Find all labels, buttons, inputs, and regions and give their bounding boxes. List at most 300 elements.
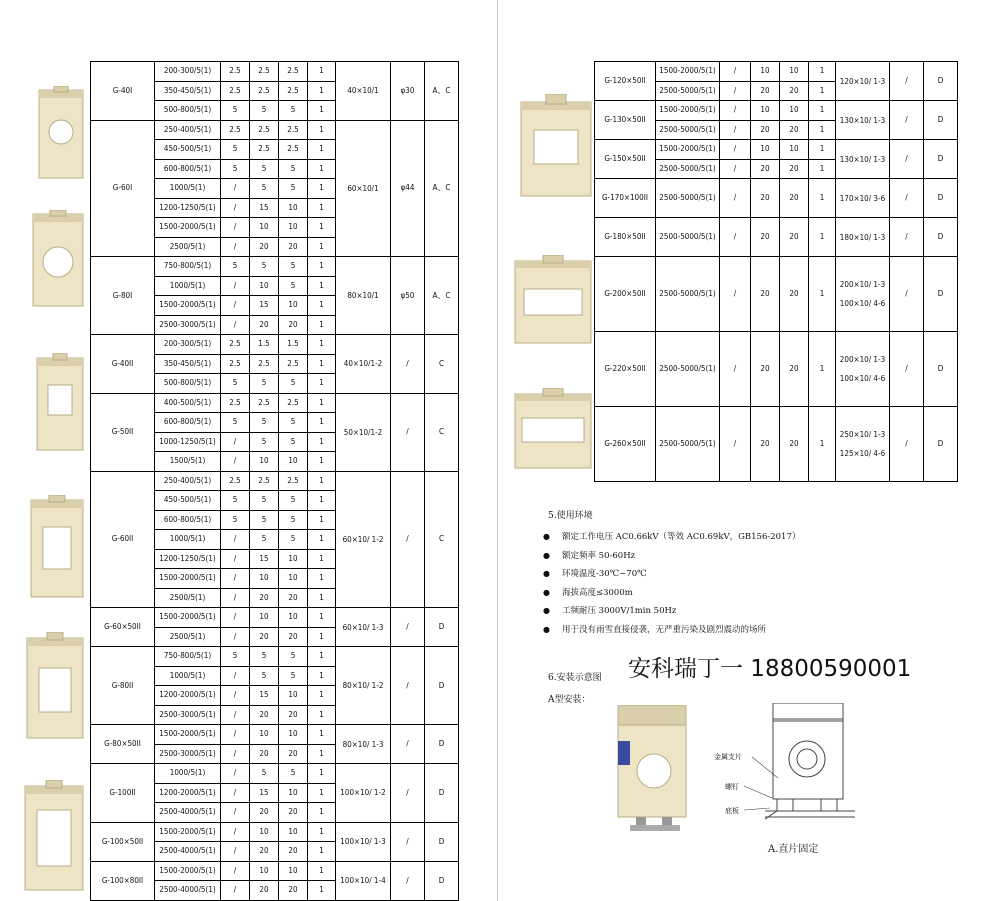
value-cell: 2.5 [250,140,279,160]
value-cell: / [221,764,250,784]
table-row [595,140,958,160]
value-cell: / [221,237,250,257]
model-cell: G-180×50II [595,218,656,257]
value-cell: / [221,822,250,842]
value-cell: 1 [308,335,336,355]
value-cell: 1 [308,81,336,101]
label-base-plate: 底板 [725,807,739,815]
value-cell: 20 [279,744,308,764]
value-cell: 5 [221,647,250,667]
value-cell: 1 [308,783,336,803]
value-cell: 1 [308,549,336,569]
hole-cell: / [890,179,924,218]
value-cell: 2.5 [221,471,250,491]
table-row [91,647,459,667]
value-cell: / [720,120,751,140]
value-cell: 20 [780,257,809,332]
value-cell: 5 [250,179,279,199]
model-cell: G-60×50II [91,608,155,647]
ratio-cell: 450-500/5(1) [155,140,221,160]
value-cell: 1 [308,296,336,316]
ct-photo-g260x50ii [512,388,594,470]
value-cell: 20 [751,332,780,407]
ratio-cell: 400-500/5(1) [155,393,221,413]
value-cell: 20 [279,237,308,257]
value-cell: 1 [308,842,336,862]
value-cell: / [221,276,250,296]
value-cell: 15 [250,549,279,569]
model-cell: G-50II [91,393,155,471]
value-cell: 20 [250,705,279,725]
model-cell: G-130×50II [595,101,656,140]
value-cell: 10 [250,452,279,472]
install-cell: D [924,218,958,257]
value-cell: 5 [279,179,308,199]
value-cell: 1 [308,432,336,452]
installation-photo-ct [612,705,692,833]
value-cell: 2.5 [279,393,308,413]
value-cell: 20 [279,803,308,823]
value-cell: 1 [308,569,336,589]
env-item: ● 用于没有雨雪直接侵袭，无严重污染及剧烈震动的场所 [543,621,800,640]
value-cell: / [221,842,250,862]
value-cell: 5 [279,432,308,452]
installation-caption: A.直片固定 [768,844,819,855]
table-row [91,822,459,842]
install-cell: A、C [425,62,459,121]
label-leader-lines [740,750,780,814]
value-cell: / [221,296,250,316]
ratio-cell: 2500-3000/5(1) [155,705,221,725]
busbar-size-cell: 200×10/ 1-3 100×10/ 4-6 [836,257,890,332]
hole-cell: / [890,101,924,140]
value-cell: 2.5 [250,354,279,374]
ratio-cell: 200-300/5(1) [155,335,221,355]
value-cell: 1 [809,218,836,257]
value-cell: 1 [308,744,336,764]
install-cell: D [924,179,958,218]
value-cell: 2.5 [279,354,308,374]
value-cell: 5 [221,413,250,433]
value-cell: / [720,179,751,218]
value-cell: / [221,608,250,628]
value-cell: 5 [221,159,250,179]
ratio-cell: 1500-2000/5(1) [155,725,221,745]
ct-photo-g200x50ii [512,255,594,345]
value-cell: 1 [308,62,336,82]
busbar-size-cell: 180×10/ 1-3 [836,218,890,257]
value-cell: 1 [809,140,836,160]
value-cell: 1 [809,332,836,407]
install-cell: D [924,101,958,140]
ratio-cell: 1500-2000/5(1) [656,62,720,82]
hole-cell: / [391,822,425,861]
value-cell: 10 [279,686,308,706]
table-row [595,407,958,482]
label-metal-bracket: 金属支片 [714,753,742,761]
table-row [595,332,958,407]
contact-line: 安科瑞丁一 18800590001 [628,656,912,682]
value-cell: 1 [308,179,336,199]
table-row [595,62,958,82]
ratio-cell: 2500/5(1) [155,627,221,647]
value-cell: 5 [279,413,308,433]
ratio-cell: 2500-5000/5(1) [656,257,720,332]
ct-photo-g60i [30,210,86,308]
env-item: ● 海拔高度≤3000m [543,584,800,603]
value-cell: 20 [279,842,308,862]
value-cell: 1 [308,491,336,511]
value-cell: 2.5 [250,393,279,413]
busbar-size-cell: 60×10/ 1-2 [336,471,391,608]
value-cell: 1 [809,120,836,140]
ratio-cell: 1000/5(1) [155,530,221,550]
install-cell: D [425,647,459,725]
value-cell: 1 [308,315,336,335]
ct-photo-g40ii [34,353,86,451]
value-cell: 5 [250,510,279,530]
ratio-cell: 1500-2000/5(1) [155,608,221,628]
table-row [595,218,958,257]
value-cell: 1 [809,159,836,179]
value-cell: / [221,861,250,881]
value-cell: 2.5 [279,120,308,140]
value-cell: 2.5 [279,140,308,160]
value-cell: / [221,803,250,823]
value-cell: / [221,198,250,218]
busbar-size-cell: 130×10/ 1-3 [836,101,890,140]
ratio-cell: 1500-2000/5(1) [656,140,720,160]
value-cell: 5 [250,666,279,686]
value-cell: 2.5 [250,471,279,491]
value-cell: 5 [250,432,279,452]
ratio-cell: 600-800/5(1) [155,413,221,433]
install-cell: C [425,471,459,608]
value-cell: 5 [279,276,308,296]
value-cell: 1.5 [279,335,308,355]
busbar-size-cell: 80×10/ 1-2 [336,647,391,725]
value-cell: / [720,101,751,121]
value-cell: / [221,530,250,550]
hole-cell: / [391,608,425,647]
value-cell: 20 [279,881,308,901]
hole-cell: φ50 [391,257,425,335]
ratio-cell: 1500-2000/5(1) [155,296,221,316]
model-cell: G-80×50II [91,725,155,764]
value-cell: / [720,62,751,82]
value-cell: / [221,569,250,589]
table-row [91,608,459,628]
value-cell: 5 [250,374,279,394]
value-cell: 5 [279,764,308,784]
hole-cell: / [890,62,924,101]
busbar-size-cell: 250×10/ 1-3 125×10/ 4-6 [836,407,890,482]
value-cell: 5 [279,510,308,530]
table-row [91,393,459,413]
value-cell: 1 [308,471,336,491]
busbar-size-cell: 170×10/ 3-6 [836,179,890,218]
install-cell: C [425,393,459,471]
value-cell: 5 [279,647,308,667]
value-cell: / [221,666,250,686]
value-cell: 1 [308,822,336,842]
hole-cell: / [890,140,924,179]
value-cell: 20 [250,627,279,647]
env-item: ● 工频耐压 3000V/1min 50Hz [543,602,800,621]
table-row [91,62,459,82]
value-cell: 5 [250,530,279,550]
value-cell: / [720,81,751,101]
value-cell: 1 [308,861,336,881]
value-cell: 5 [250,647,279,667]
value-cell: 20 [279,315,308,335]
model-cell: G-120×50II [595,62,656,101]
ratio-cell: 1500-2000/5(1) [656,101,720,121]
value-cell: 1 [308,588,336,608]
ratio-cell: 2500-4000/5(1) [155,842,221,862]
value-cell: 2.5 [279,471,308,491]
value-cell: 10 [780,62,809,82]
value-cell: 20 [780,159,809,179]
ratio-cell: 2500-3000/5(1) [155,315,221,335]
ratio-cell: 1000/5(1) [155,179,221,199]
value-cell: 10 [751,140,780,160]
value-cell: 2.5 [279,62,308,82]
ratio-cell: 250-400/5(1) [155,471,221,491]
busbar-size-cell: 40×10/1 [336,62,391,121]
value-cell: / [221,627,250,647]
install-cell: D [425,861,459,900]
busbar-size-cell: 100×10/ 1-2 [336,764,391,823]
value-cell: / [221,881,250,901]
value-cell: 1 [308,666,336,686]
value-cell: 5 [221,257,250,277]
ratio-cell: 2500-5000/5(1) [656,332,720,407]
env-item: ● 环境温度-30℃~70℃ [543,565,800,584]
value-cell: 10 [780,140,809,160]
ratio-cell: 350-450/5(1) [155,81,221,101]
value-cell: 10 [279,608,308,628]
ratio-cell: 2500/5(1) [155,237,221,257]
value-cell: 1 [308,627,336,647]
value-cell: 10 [279,861,308,881]
model-cell: G-260×50II [595,407,656,482]
ratio-cell: 250-400/5(1) [155,120,221,140]
ratio-cell: 500-800/5(1) [155,374,221,394]
value-cell: 2.5 [250,62,279,82]
value-cell: 10 [751,62,780,82]
value-cell: 20 [250,881,279,901]
value-cell: 5 [279,491,308,511]
ratio-cell: 1200-1250/5(1) [155,198,221,218]
value-cell: / [720,218,751,257]
ratio-cell: 450-500/5(1) [155,491,221,511]
value-cell: 20 [751,257,780,332]
installation-heading: 6.安装示意图 [548,673,602,683]
value-cell: 10 [780,101,809,121]
value-cell: 20 [250,744,279,764]
ratio-cell: 1500-2000/5(1) [155,822,221,842]
value-cell: 1 [308,452,336,472]
table-row [91,257,459,277]
value-cell: 1 [308,393,336,413]
ratio-cell: 1200-1250/5(1) [155,549,221,569]
value-cell: 1 [308,257,336,277]
value-cell: 20 [751,159,780,179]
value-cell: 5 [279,666,308,686]
value-cell: 10 [250,276,279,296]
ratio-cell: 350-450/5(1) [155,354,221,374]
value-cell: / [221,218,250,238]
value-cell: 20 [751,120,780,140]
value-cell: 1 [308,140,336,160]
busbar-size-cell: 80×10/ 1-3 [336,725,391,764]
value-cell: 1 [308,510,336,530]
value-cell: 20 [751,407,780,482]
value-cell: / [221,549,250,569]
value-cell: 10 [250,861,279,881]
model-cell: G-80II [91,647,155,725]
value-cell: 1 [308,120,336,140]
label-screw: 螺钉 [725,783,739,791]
value-cell: 10 [250,569,279,589]
value-cell: 1 [809,257,836,332]
ratio-cell: 2500-4000/5(1) [155,881,221,901]
value-cell: 10 [279,725,308,745]
value-cell: 10 [279,569,308,589]
value-cell: 1 [308,374,336,394]
value-cell: 5 [221,140,250,160]
ratio-cell: 1200-2000/5(1) [155,783,221,803]
ratio-cell: 2500-5000/5(1) [656,81,720,101]
value-cell: 5 [250,413,279,433]
value-cell: 5 [221,491,250,511]
value-cell: 1 [308,413,336,433]
value-cell: / [221,452,250,472]
value-cell: 20 [250,842,279,862]
value-cell: 5 [221,510,250,530]
install-cell: D [924,62,958,101]
environment-list [543,528,800,639]
value-cell: 15 [250,686,279,706]
hole-cell: / [890,257,924,332]
busbar-size-cell: 130×10/ 1-3 [836,140,890,179]
value-cell: 15 [250,198,279,218]
install-cell: A、C [425,120,459,257]
value-cell: 20 [780,81,809,101]
value-cell: 5 [221,374,250,394]
value-cell: 2.5 [221,62,250,82]
busbar-size-cell: 60×10/1 [336,120,391,257]
ratio-cell: 2500-3000/5(1) [155,744,221,764]
value-cell: 1 [308,159,336,179]
spec-table-right [594,61,958,482]
install-cell: D [924,332,958,407]
value-cell: 1 [809,101,836,121]
value-cell: 2.5 [250,81,279,101]
busbar-size-cell: 200×10/ 1-3 100×10/ 4-6 [836,332,890,407]
ratio-cell: 1500-2000/5(1) [155,569,221,589]
model-cell: G-220×50II [595,332,656,407]
value-cell: 20 [250,315,279,335]
hole-cell: / [890,218,924,257]
ratio-cell: 2500-5000/5(1) [656,120,720,140]
value-cell: 20 [780,179,809,218]
install-cell: D [924,257,958,332]
install-cell: D [425,608,459,647]
type-a-label: A型安装： [548,695,591,705]
value-cell: 1 [308,764,336,784]
value-cell: / [221,315,250,335]
value-cell: 5 [279,257,308,277]
value-cell: 10 [751,101,780,121]
value-cell: 10 [279,822,308,842]
value-cell: 5 [250,764,279,784]
value-cell: 2.5 [221,120,250,140]
ratio-cell: 1500-2000/5(1) [155,861,221,881]
value-cell: 1 [809,62,836,82]
ratio-cell: 2500/5(1) [155,588,221,608]
spec-table-left [90,61,459,901]
ratio-cell: 500-800/5(1) [155,101,221,121]
ratio-cell: 1000-1250/5(1) [155,432,221,452]
model-cell: G-40I [91,62,155,121]
value-cell: 20 [751,81,780,101]
ratio-cell: 1000/5(1) [155,276,221,296]
value-cell: 5 [279,101,308,121]
value-cell: 10 [250,608,279,628]
model-cell: G-60I [91,120,155,257]
value-cell: / [720,407,751,482]
ratio-cell: 2500-5000/5(1) [656,218,720,257]
table-row [91,471,459,491]
ratio-cell: 200-300/5(1) [155,62,221,82]
model-cell: G-170×100II [595,179,656,218]
value-cell: / [720,257,751,332]
value-cell: 20 [279,627,308,647]
value-cell: 5 [250,159,279,179]
value-cell: / [221,179,250,199]
value-cell: 20 [279,588,308,608]
model-cell: G-40II [91,335,155,394]
value-cell: 20 [780,218,809,257]
value-cell: 1 [308,237,336,257]
value-cell: 10 [279,218,308,238]
value-cell: 5 [279,159,308,179]
value-cell: 15 [250,783,279,803]
page-gutter [497,0,498,901]
table-row [91,335,459,355]
value-cell: 1 [809,407,836,482]
hole-cell: / [391,335,425,394]
ratio-cell: 750-800/5(1) [155,257,221,277]
ratio-cell: 600-800/5(1) [155,510,221,530]
busbar-size-cell: 40×10/1-2 [336,335,391,394]
value-cell: 2.5 [250,120,279,140]
value-cell: 10 [250,218,279,238]
ratio-cell: 1000/5(1) [155,764,221,784]
env-item: ● 额定频率 50-60Hz [543,547,800,566]
model-cell: G-80I [91,257,155,335]
value-cell: 20 [780,120,809,140]
ratio-cell: 600-800/5(1) [155,159,221,179]
ratio-cell: 1500/5(1) [155,452,221,472]
table-row [595,179,958,218]
value-cell: 2.5 [221,354,250,374]
value-cell: 1 [308,530,336,550]
hole-cell: / [391,393,425,471]
value-cell: 10 [250,822,279,842]
